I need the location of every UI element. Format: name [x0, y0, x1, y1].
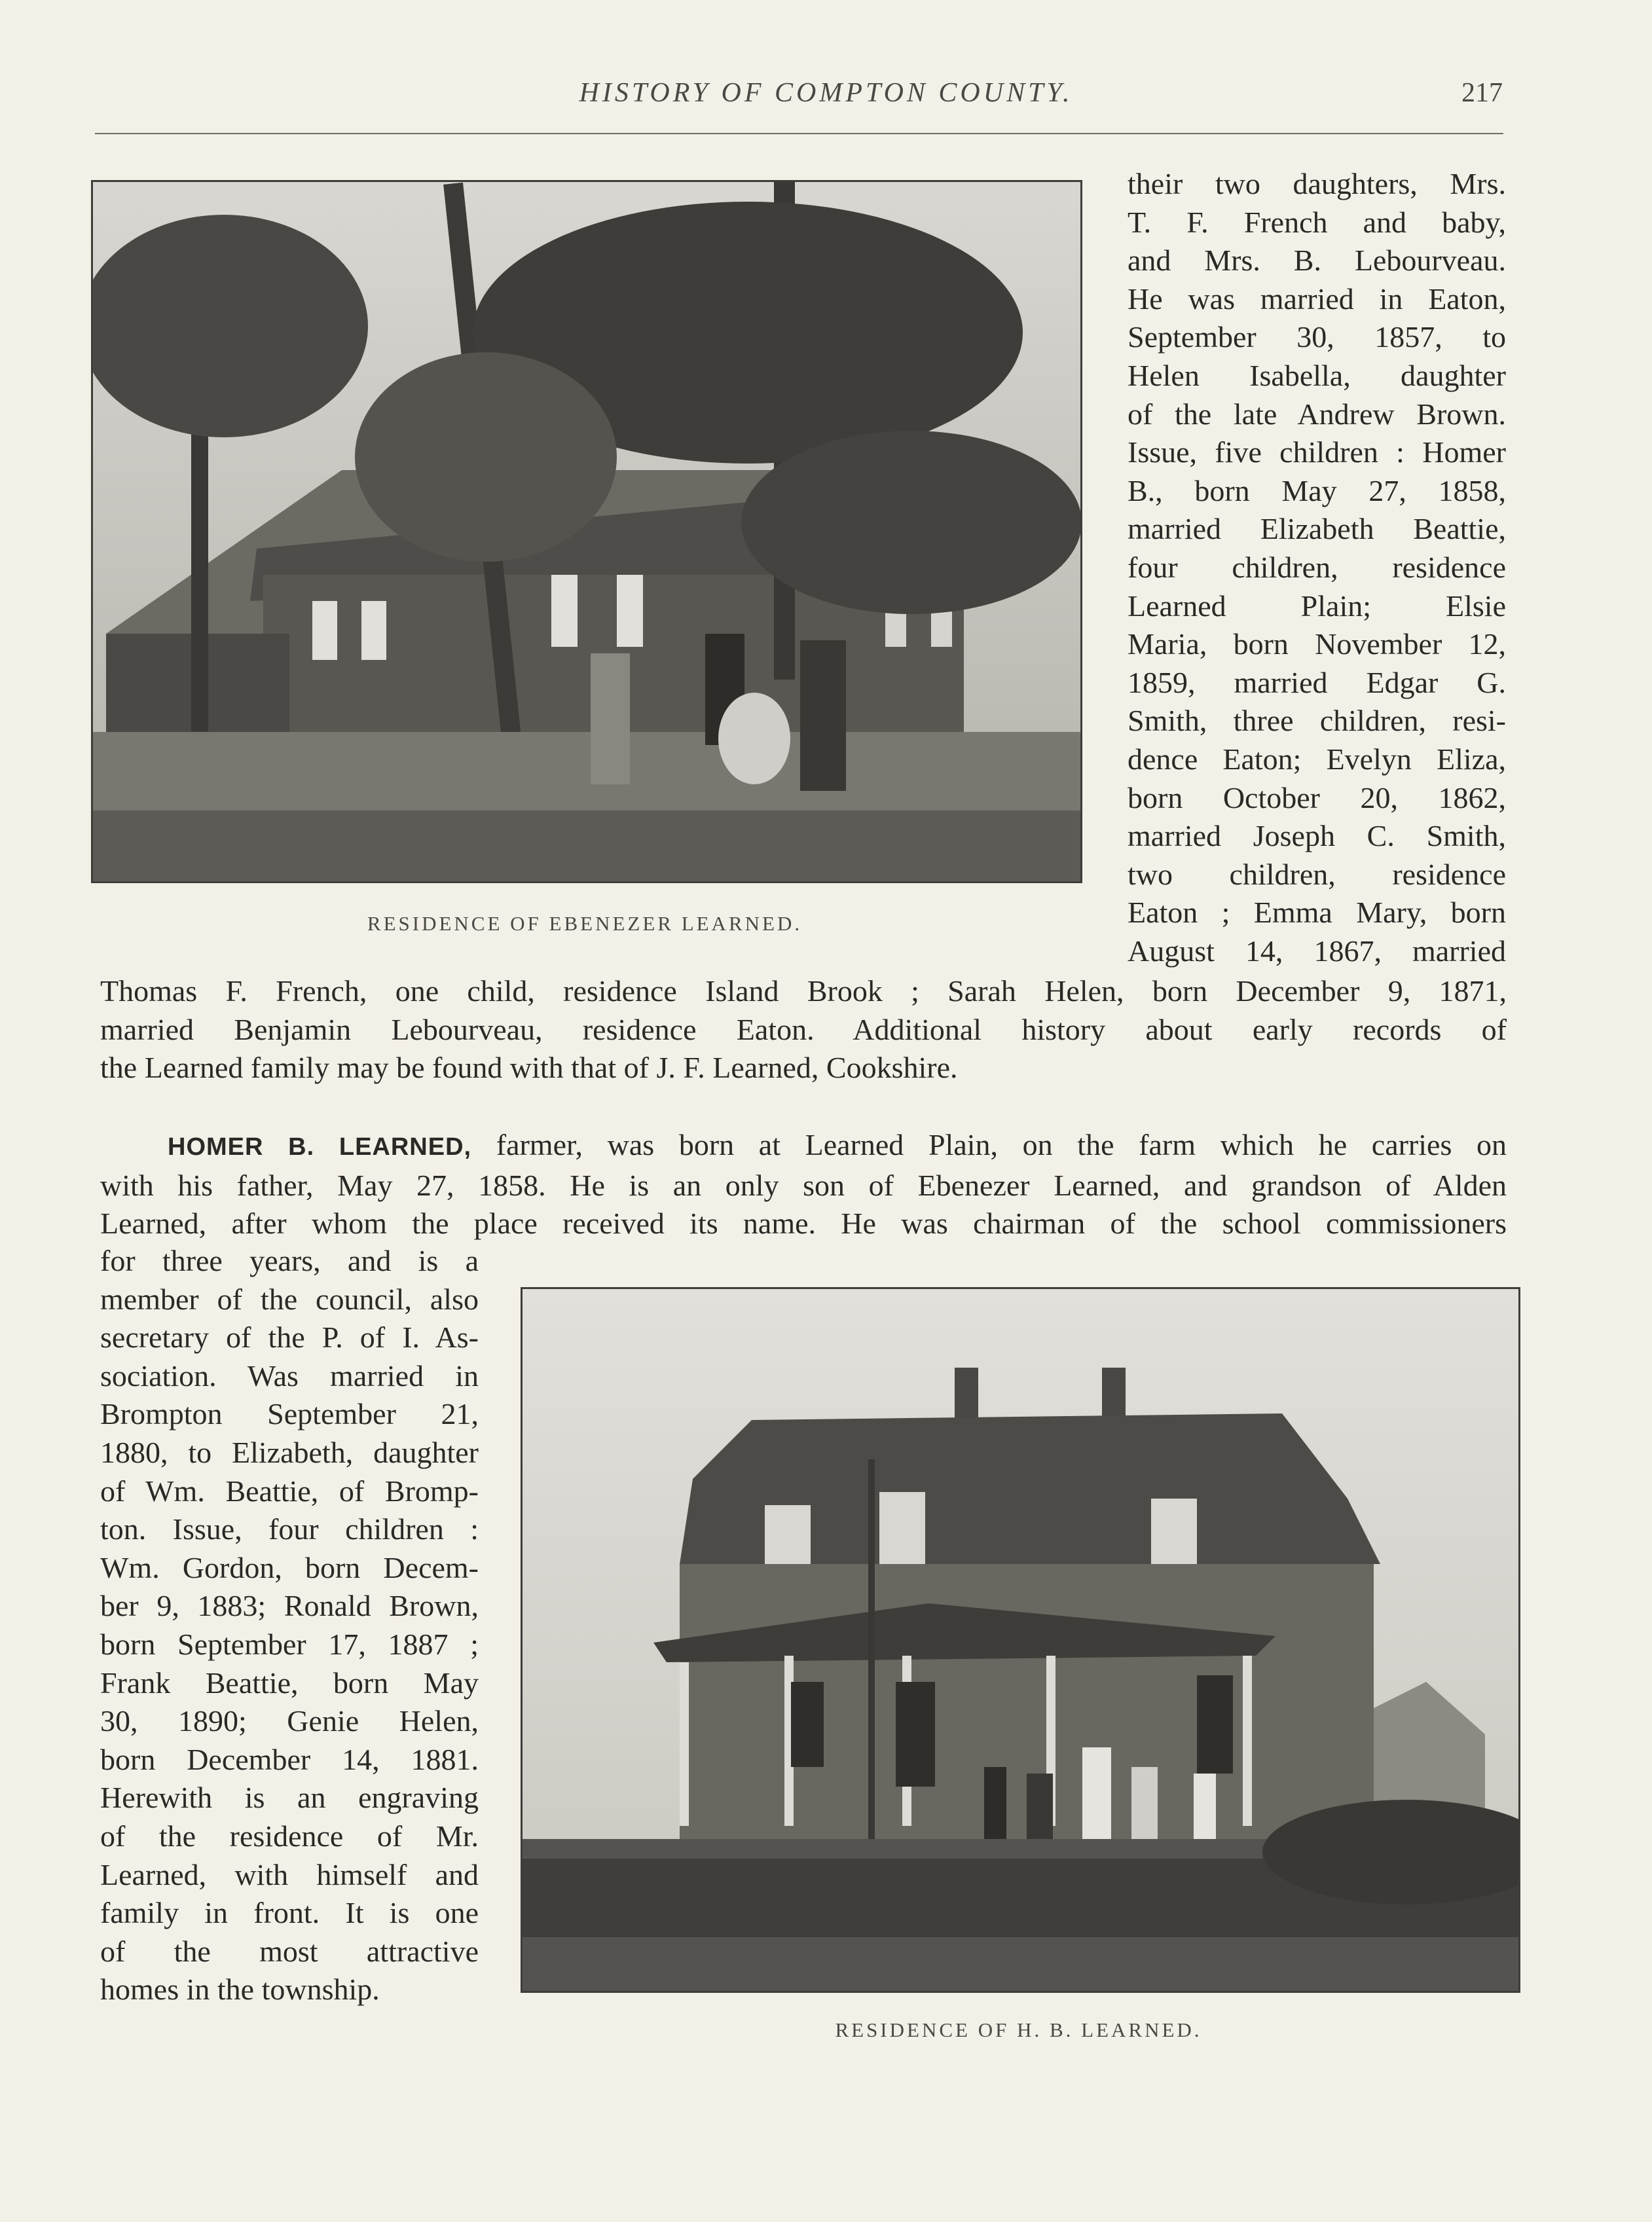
- text-line: 1880, to Elizabeth, daughter: [100, 1435, 479, 1469]
- homer-lead-name: HOMER B. LEARNED,: [168, 1133, 472, 1161]
- caption-hb: RESIDENCE OF H. B. LEARNED.: [835, 2018, 1202, 2041]
- text-line: Learned, with himself and: [100, 1857, 479, 1891]
- photo-ebenezer-illustration: [93, 182, 1080, 881]
- homer-column-text: [100, 1242, 479, 2009]
- ebenezer-column-text: [1128, 165, 1506, 970]
- text-line: born December 14, 1881.: [100, 1742, 479, 1776]
- text-line: of Wm. Beattie, of Bromp-: [100, 1474, 479, 1508]
- caption-ebenezer: RESIDENCE OF EBENEZER LEARNED.: [367, 912, 803, 935]
- text-line: Eaton ; Emma Mary, born: [1128, 896, 1506, 930]
- text-line: for three years, and is a: [100, 1244, 479, 1277]
- text-line: two children, residence: [1128, 857, 1506, 891]
- text-line: Learned Plain; Elsie: [1128, 589, 1506, 623]
- text-line: homes in the township.: [100, 1973, 380, 2007]
- text-line: 30, 1890; Genie Helen,: [100, 1704, 479, 1738]
- page-number: 217: [1461, 78, 1503, 108]
- text-line: married Benjamin Lebourveau, residence Eaton. Additional history about early records of: [100, 1012, 1507, 1046]
- photo-hb-illustration: [523, 1289, 1518, 1991]
- text-line: their two daughters, Mrs.: [1128, 167, 1506, 200]
- text-line: ber 9, 1883; Ronald Brown,: [100, 1589, 479, 1623]
- text-line: August 14, 1867, married: [1128, 934, 1506, 968]
- header-rule: [95, 133, 1503, 134]
- text-line: T. F. French and baby,: [1128, 205, 1506, 239]
- text-line: B., born May 27, 1858,: [1128, 473, 1506, 507]
- text-line: with his father, May 27, 1858. He is an only son of Ebenezer Learned, and grandson of Alden: [100, 1168, 1507, 1202]
- text-line: Thomas F. French, one child, residence Island Brook ; Sarah Helen, born December 9, 1871,: [100, 974, 1507, 1008]
- homer-full-text: [100, 1126, 1507, 1243]
- text-line: married Elizabeth Beattie,: [1128, 512, 1506, 546]
- text-line: family in front. It is one: [100, 1896, 479, 1930]
- text-line: member of the council, also: [100, 1282, 479, 1316]
- text-line: Smith, three children, resi-: [1128, 704, 1506, 738]
- text-line: born October 20, 1862,: [1128, 780, 1506, 814]
- text-line: Frank Beattie, born May: [100, 1666, 479, 1700]
- text-line: ton. Issue, four children :: [100, 1512, 479, 1546]
- running-head: [0, 77, 1652, 123]
- text-line: Learned, after whom the place received its name. He was chairman of the school commissioners: [100, 1207, 1507, 1241]
- text-line: married Joseph C. Smith,: [1128, 819, 1506, 853]
- homer-first-line: [100, 1126, 1507, 1167]
- homer-first-line-rest: farmer, was born at Learned Plain, on the farm which he carries on: [496, 1128, 1507, 1161]
- text-line: of the late Andrew Brown.: [1128, 397, 1506, 431]
- text-line: four children, residence: [1128, 550, 1506, 584]
- text-line: and Mrs. B. Lebourveau.: [1128, 244, 1506, 278]
- text-line: sociation. Was married in: [100, 1358, 479, 1393]
- text-line: Helen Isabella, daughter: [1128, 358, 1506, 392]
- text-line: 1859, married Edgar G.: [1128, 665, 1506, 699]
- text-line: Herewith is an engraving: [100, 1781, 479, 1815]
- text-line: Brompton September 21,: [100, 1397, 479, 1431]
- text-line: September 30, 1857, to: [1128, 320, 1506, 354]
- photo-residence-hb-learned: [521, 1287, 1520, 1993]
- text-line: the Learned family may be found with that of J. F. Learned, Cookshire.: [100, 1051, 958, 1085]
- text-line: Wm. Gordon, born Decem-: [100, 1550, 479, 1584]
- text-line: born September 17, 1887 ;: [100, 1627, 479, 1661]
- photo-residence-ebenezer-learned: [91, 180, 1082, 883]
- ebenezer-full-text: [100, 972, 1507, 1087]
- text-line: dence Eaton; Evelyn Eliza,: [1128, 742, 1506, 776]
- text-line: of the most attractive: [100, 1934, 479, 1968]
- text-line: Issue, five children : Homer: [1128, 435, 1506, 469]
- running-title: HISTORY OF COMPTON COUNTY.: [579, 78, 1073, 108]
- text-line: secretary of the P. of I. As-: [100, 1320, 479, 1355]
- text-line: of the residence of Mr.: [100, 1819, 479, 1853]
- text-line: He was married in Eaton,: [1128, 282, 1506, 316]
- text-line: Maria, born November 12,: [1128, 627, 1506, 661]
